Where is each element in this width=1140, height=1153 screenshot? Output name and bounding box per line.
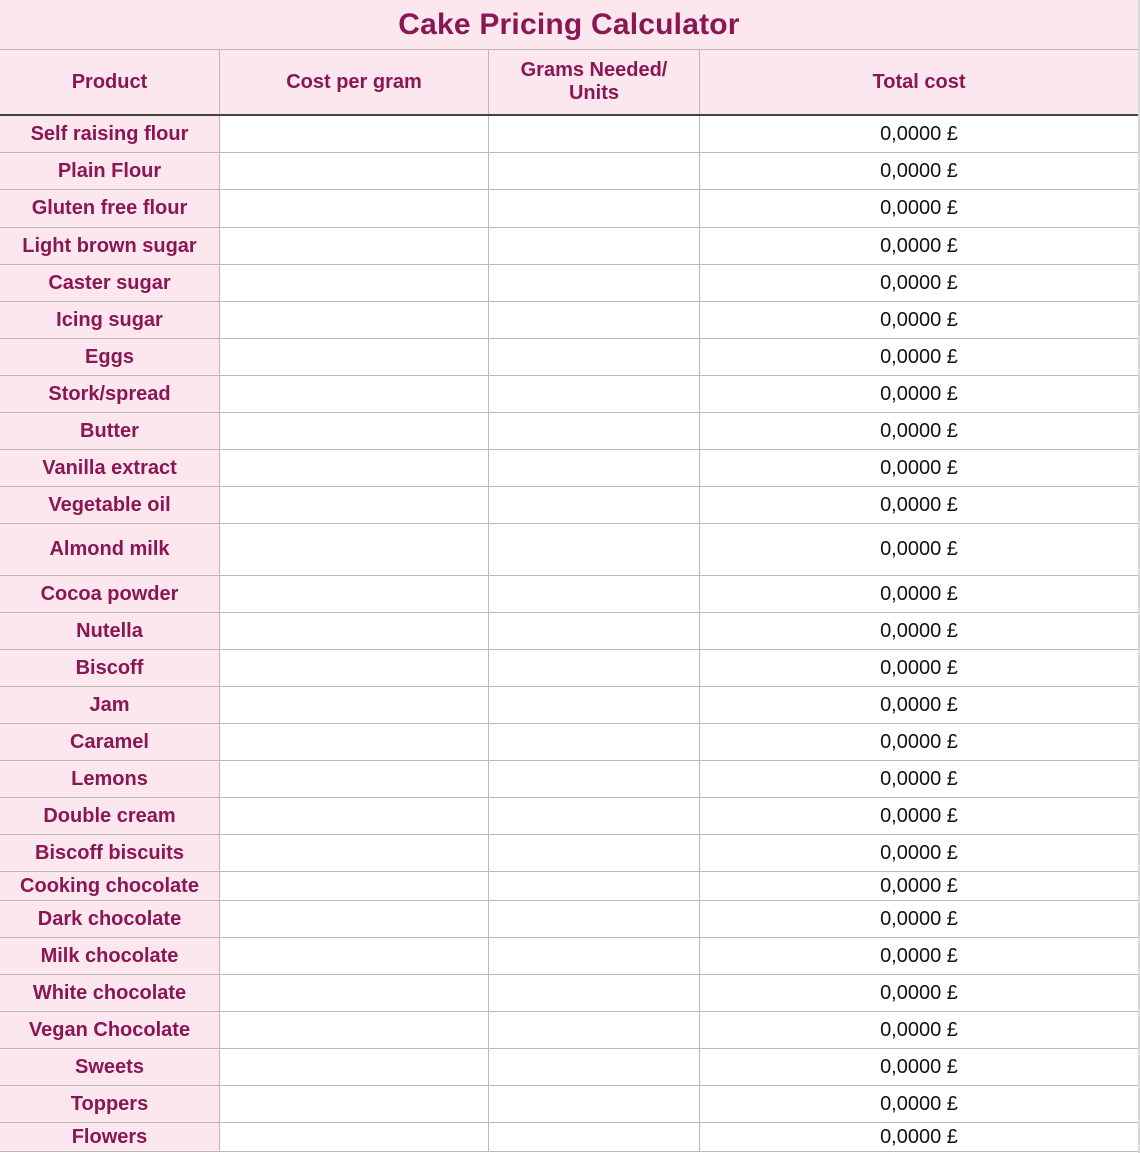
grams-needed-cell[interactable] bbox=[489, 1086, 700, 1122]
grams-needed-cell[interactable] bbox=[489, 376, 700, 412]
total-cost-cell: 0,0000 £ bbox=[700, 339, 1138, 375]
grams-needed-cell[interactable] bbox=[489, 650, 700, 686]
total-cost-cell: 0,0000 £ bbox=[700, 228, 1138, 264]
total-cost-cell: 0,0000 £ bbox=[700, 901, 1138, 937]
product-cell: Caramel bbox=[0, 724, 220, 760]
grams-needed-cell[interactable] bbox=[489, 339, 700, 375]
cost-per-gram-cell[interactable] bbox=[220, 761, 489, 797]
table-row bbox=[0, 724, 1138, 761]
total-cost-cell: 0,0000 £ bbox=[700, 265, 1138, 301]
cost-per-gram-cell[interactable] bbox=[220, 938, 489, 974]
product-cell: Caster sugar bbox=[0, 265, 220, 301]
product-cell: Toppers bbox=[0, 1086, 220, 1122]
grams-needed-cell[interactable] bbox=[489, 487, 700, 523]
grams-needed-cell[interactable] bbox=[489, 302, 700, 338]
table-row bbox=[0, 901, 1138, 938]
total-cost-cell: 0,0000 £ bbox=[700, 576, 1138, 612]
total-cost-cell: 0,0000 £ bbox=[700, 190, 1138, 227]
product-cell: Vanilla extract bbox=[0, 450, 220, 486]
table-row bbox=[0, 687, 1138, 724]
cost-per-gram-cell[interactable] bbox=[220, 975, 489, 1011]
cost-per-gram-cell[interactable] bbox=[220, 302, 489, 338]
total-cost-cell: 0,0000 £ bbox=[700, 413, 1138, 449]
total-cost-cell: 0,0000 £ bbox=[700, 1012, 1138, 1048]
total-cost-cell: 0,0000 £ bbox=[700, 1086, 1138, 1122]
cost-per-gram-cell[interactable] bbox=[220, 413, 489, 449]
total-cost-cell: 0,0000 £ bbox=[700, 872, 1138, 900]
header-cost-per-gram: Cost per gram bbox=[220, 50, 489, 114]
cost-per-gram-cell[interactable] bbox=[220, 228, 489, 264]
total-cost-cell: 0,0000 £ bbox=[700, 376, 1138, 412]
product-cell: Vegan Chocolate bbox=[0, 1012, 220, 1048]
cost-per-gram-cell[interactable] bbox=[220, 798, 489, 834]
product-cell: Stork/spread bbox=[0, 376, 220, 412]
table-row bbox=[0, 798, 1138, 835]
product-cell: White chocolate bbox=[0, 975, 220, 1011]
total-cost-cell: 0,0000 £ bbox=[700, 938, 1138, 974]
table-row bbox=[0, 524, 1138, 576]
total-cost-cell: 0,0000 £ bbox=[700, 761, 1138, 797]
grams-needed-cell[interactable] bbox=[489, 975, 700, 1011]
product-cell: Biscoff biscuits bbox=[0, 835, 220, 871]
table-row bbox=[0, 650, 1138, 687]
grams-needed-cell[interactable] bbox=[489, 524, 700, 575]
cost-per-gram-cell[interactable] bbox=[220, 487, 489, 523]
table-row bbox=[0, 938, 1138, 975]
cost-per-gram-cell[interactable] bbox=[220, 650, 489, 686]
grams-needed-cell[interactable] bbox=[489, 1049, 700, 1085]
total-cost-cell: 0,0000 £ bbox=[700, 450, 1138, 486]
total-cost-cell: 0,0000 £ bbox=[700, 116, 1138, 152]
grams-needed-cell[interactable] bbox=[489, 413, 700, 449]
cost-per-gram-cell[interactable] bbox=[220, 524, 489, 575]
grams-needed-cell[interactable] bbox=[489, 761, 700, 797]
total-cost-cell: 0,0000 £ bbox=[700, 687, 1138, 723]
grams-needed-cell[interactable] bbox=[489, 450, 700, 486]
table-row bbox=[0, 116, 1138, 153]
table-row bbox=[0, 835, 1138, 872]
table-row bbox=[0, 613, 1138, 650]
grams-needed-cell[interactable] bbox=[489, 687, 700, 723]
cost-per-gram-cell[interactable] bbox=[220, 1049, 489, 1085]
table-row bbox=[0, 339, 1138, 376]
product-cell: Milk chocolate bbox=[0, 938, 220, 974]
product-cell: Light brown sugar bbox=[0, 228, 220, 264]
cost-per-gram-cell[interactable] bbox=[220, 1123, 489, 1151]
grams-needed-cell[interactable] bbox=[489, 872, 700, 900]
total-cost-cell: 0,0000 £ bbox=[700, 724, 1138, 760]
table-header bbox=[0, 50, 1138, 116]
total-cost-cell: 0,0000 £ bbox=[700, 798, 1138, 834]
sheet-title: Cake Pricing Calculator bbox=[0, 0, 1138, 50]
table-row bbox=[0, 1012, 1138, 1049]
cost-per-gram-cell[interactable] bbox=[220, 872, 489, 900]
cost-per-gram-cell[interactable] bbox=[220, 1086, 489, 1122]
total-cost-cell: 0,0000 £ bbox=[700, 650, 1138, 686]
table-row bbox=[0, 265, 1138, 302]
product-cell: Jam bbox=[0, 687, 220, 723]
grams-needed-cell[interactable] bbox=[489, 228, 700, 264]
grams-needed-cell[interactable] bbox=[489, 613, 700, 649]
product-cell: Cocoa powder bbox=[0, 576, 220, 612]
table-row bbox=[0, 576, 1138, 613]
product-cell: Gluten free flour bbox=[0, 190, 220, 227]
grams-needed-cell[interactable] bbox=[489, 901, 700, 937]
product-cell: Almond milk bbox=[0, 524, 220, 575]
cost-per-gram-cell[interactable] bbox=[220, 339, 489, 375]
cost-per-gram-cell[interactable] bbox=[220, 835, 489, 871]
table-row bbox=[0, 1123, 1138, 1152]
grams-needed-cell[interactable] bbox=[489, 938, 700, 974]
total-cost-cell: 0,0000 £ bbox=[700, 1123, 1138, 1151]
header-grams-needed-line1: Grams Needed/ bbox=[520, 59, 668, 81]
cost-per-gram-cell[interactable] bbox=[220, 376, 489, 412]
table-row bbox=[0, 413, 1138, 450]
grams-needed-cell[interactable] bbox=[489, 116, 700, 152]
header-product: Product bbox=[0, 50, 220, 114]
table-row bbox=[0, 153, 1138, 190]
cost-per-gram-cell[interactable] bbox=[220, 265, 489, 301]
table-row bbox=[0, 190, 1138, 228]
grams-needed-cell[interactable] bbox=[489, 153, 700, 189]
table-row bbox=[0, 487, 1138, 524]
table-row bbox=[0, 1086, 1138, 1123]
total-cost-cell: 0,0000 £ bbox=[700, 302, 1138, 338]
table-row bbox=[0, 302, 1138, 339]
total-cost-cell: 0,0000 £ bbox=[700, 524, 1138, 575]
cost-per-gram-cell[interactable] bbox=[220, 576, 489, 612]
grams-needed-cell[interactable] bbox=[489, 265, 700, 301]
product-cell: Double cream bbox=[0, 798, 220, 834]
cost-per-gram-cell[interactable] bbox=[220, 1012, 489, 1048]
grams-needed-cell[interactable] bbox=[489, 576, 700, 612]
total-cost-cell: 0,0000 £ bbox=[700, 1049, 1138, 1085]
grams-needed-cell[interactable] bbox=[489, 1123, 700, 1151]
grams-needed-cell[interactable] bbox=[489, 798, 700, 834]
cost-per-gram-cell[interactable] bbox=[220, 190, 489, 227]
table-body bbox=[0, 116, 1138, 1152]
header-grams-needed-line2: Units bbox=[568, 82, 619, 104]
total-cost-cell: 0,0000 £ bbox=[700, 613, 1138, 649]
table-row bbox=[0, 450, 1138, 487]
total-cost-cell: 0,0000 £ bbox=[700, 153, 1138, 189]
product-cell: Eggs bbox=[0, 339, 220, 375]
cost-per-gram-cell[interactable] bbox=[220, 901, 489, 937]
grams-needed-cell[interactable] bbox=[489, 835, 700, 871]
cost-per-gram-cell[interactable] bbox=[220, 450, 489, 486]
grams-needed-cell[interactable] bbox=[489, 1012, 700, 1048]
total-cost-cell: 0,0000 £ bbox=[700, 975, 1138, 1011]
table-row bbox=[0, 761, 1138, 798]
product-cell: Lemons bbox=[0, 761, 220, 797]
product-cell: Flowers bbox=[0, 1123, 220, 1151]
header-grams-needed bbox=[489, 50, 700, 114]
table-row bbox=[0, 1049, 1138, 1086]
product-cell: Self raising flour bbox=[0, 116, 220, 152]
cost-per-gram-cell[interactable] bbox=[220, 153, 489, 189]
product-cell: Nutella bbox=[0, 613, 220, 649]
product-cell: Plain Flour bbox=[0, 153, 220, 189]
product-cell: Cooking chocolate bbox=[0, 872, 220, 900]
cost-per-gram-cell[interactable] bbox=[220, 687, 489, 723]
cost-per-gram-cell[interactable] bbox=[220, 613, 489, 649]
product-cell: Icing sugar bbox=[0, 302, 220, 338]
product-cell: Sweets bbox=[0, 1049, 220, 1085]
product-cell: Vegetable oil bbox=[0, 487, 220, 523]
cost-per-gram-cell[interactable] bbox=[220, 116, 489, 152]
header-total-cost: Total cost bbox=[872, 70, 966, 93]
grams-needed-cell[interactable] bbox=[489, 190, 700, 227]
product-cell: Dark chocolate bbox=[0, 901, 220, 937]
product-cell: Butter bbox=[0, 413, 220, 449]
total-cost-cell: 0,0000 £ bbox=[700, 835, 1138, 871]
grams-needed-cell[interactable] bbox=[489, 724, 700, 760]
table-row bbox=[0, 228, 1138, 265]
product-cell: Biscoff bbox=[0, 650, 220, 686]
cost-per-gram-cell[interactable] bbox=[220, 724, 489, 760]
total-cost-cell: 0,0000 £ bbox=[700, 487, 1138, 523]
table-row bbox=[0, 975, 1138, 1012]
table-row bbox=[0, 872, 1138, 901]
table-row bbox=[0, 376, 1138, 413]
